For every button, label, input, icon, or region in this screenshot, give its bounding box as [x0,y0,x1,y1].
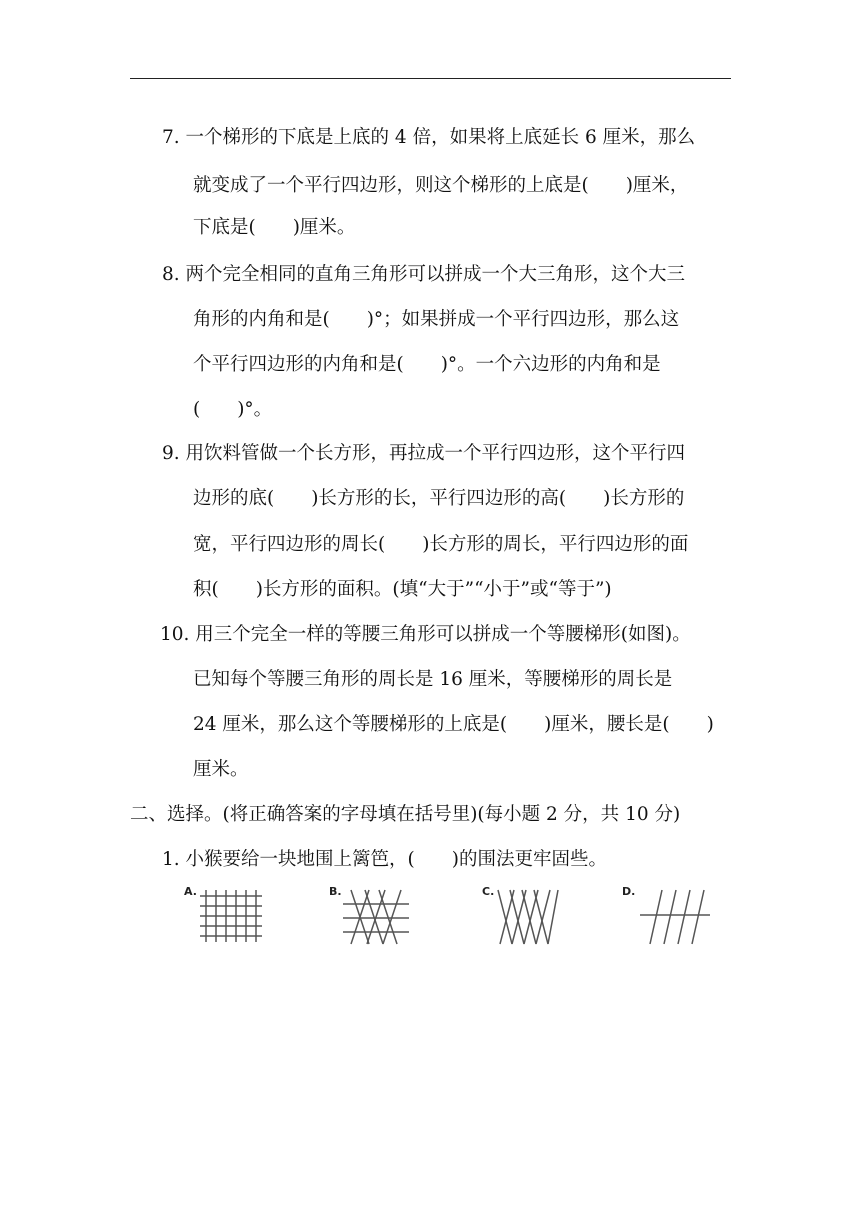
section2-heading: 二、选择。(将正确答案的字母填在括号里)(每小题 2 分，共 10 分) [130,804,681,825]
q8-line-3: 个平行四边形的内角和是( )°。一个六边形的内角和是 [193,354,661,375]
q8-line-1: 8. 两个完全相同的直角三角形可以拼成一个大三角形，这个大三 [162,264,686,285]
option-c-label: C. [482,885,495,898]
q9-line-4: 积( )长方形的面积。(填“大于”“小于”或“等于”) [193,579,612,600]
q10-line-2: 已知每个等腰三角形的周长是 16 厘米，等腰梯形的周长是 [193,669,673,690]
q9-line-1: 9. 用饮料管做一个长方形，再拉成一个平行四边形，这个平行四 [162,443,686,464]
option-a-label: A. [184,885,197,898]
q8-line-4: ( )°。 [193,399,273,420]
q7-line-2: 就变成了一个平行四边形，则这个梯形的上底是( )厘米， [193,175,689,196]
option-d-label: D. [622,885,636,898]
q8-line-2: 角形的内角和是( )°；如果拼成一个平行四边形，那么这 [193,309,680,330]
slanted-fence-icon [640,890,710,944]
option-b-label: B. [329,885,342,898]
q9-line-3: 宽，平行四边形的周长( )长方形的周长，平行四边形的面 [193,534,689,555]
section2-q1: 1. 小猴要给一块地围上篱笆，( )的围法更牢固些。 [162,849,607,870]
q10-line-3: 24 厘米，那么这个等腰梯形的上底是( )厘米，腰长是( ) [193,714,714,735]
q9-line-2: 边形的底( )长方形的长，平行四边形的高( )长方形的 [193,488,685,509]
q7-line-3: 下底是( )厘米。 [193,217,356,238]
q7-line-1: 7. 一个梯形的下底是上底的 4 倍，如果将上底延长 6 厘米，那么 [162,127,696,148]
grid-fence-icon [200,890,262,942]
zigzag-fence-icon [498,890,558,944]
crossed-fence-icon [343,890,409,944]
q10-line-4: 厘米。 [193,759,249,780]
q10-line-1: 10. 用三个完全一样的等腰三角形可以拼成一个等腰梯形(如图)。 [160,624,691,645]
header-rule [130,78,731,79]
